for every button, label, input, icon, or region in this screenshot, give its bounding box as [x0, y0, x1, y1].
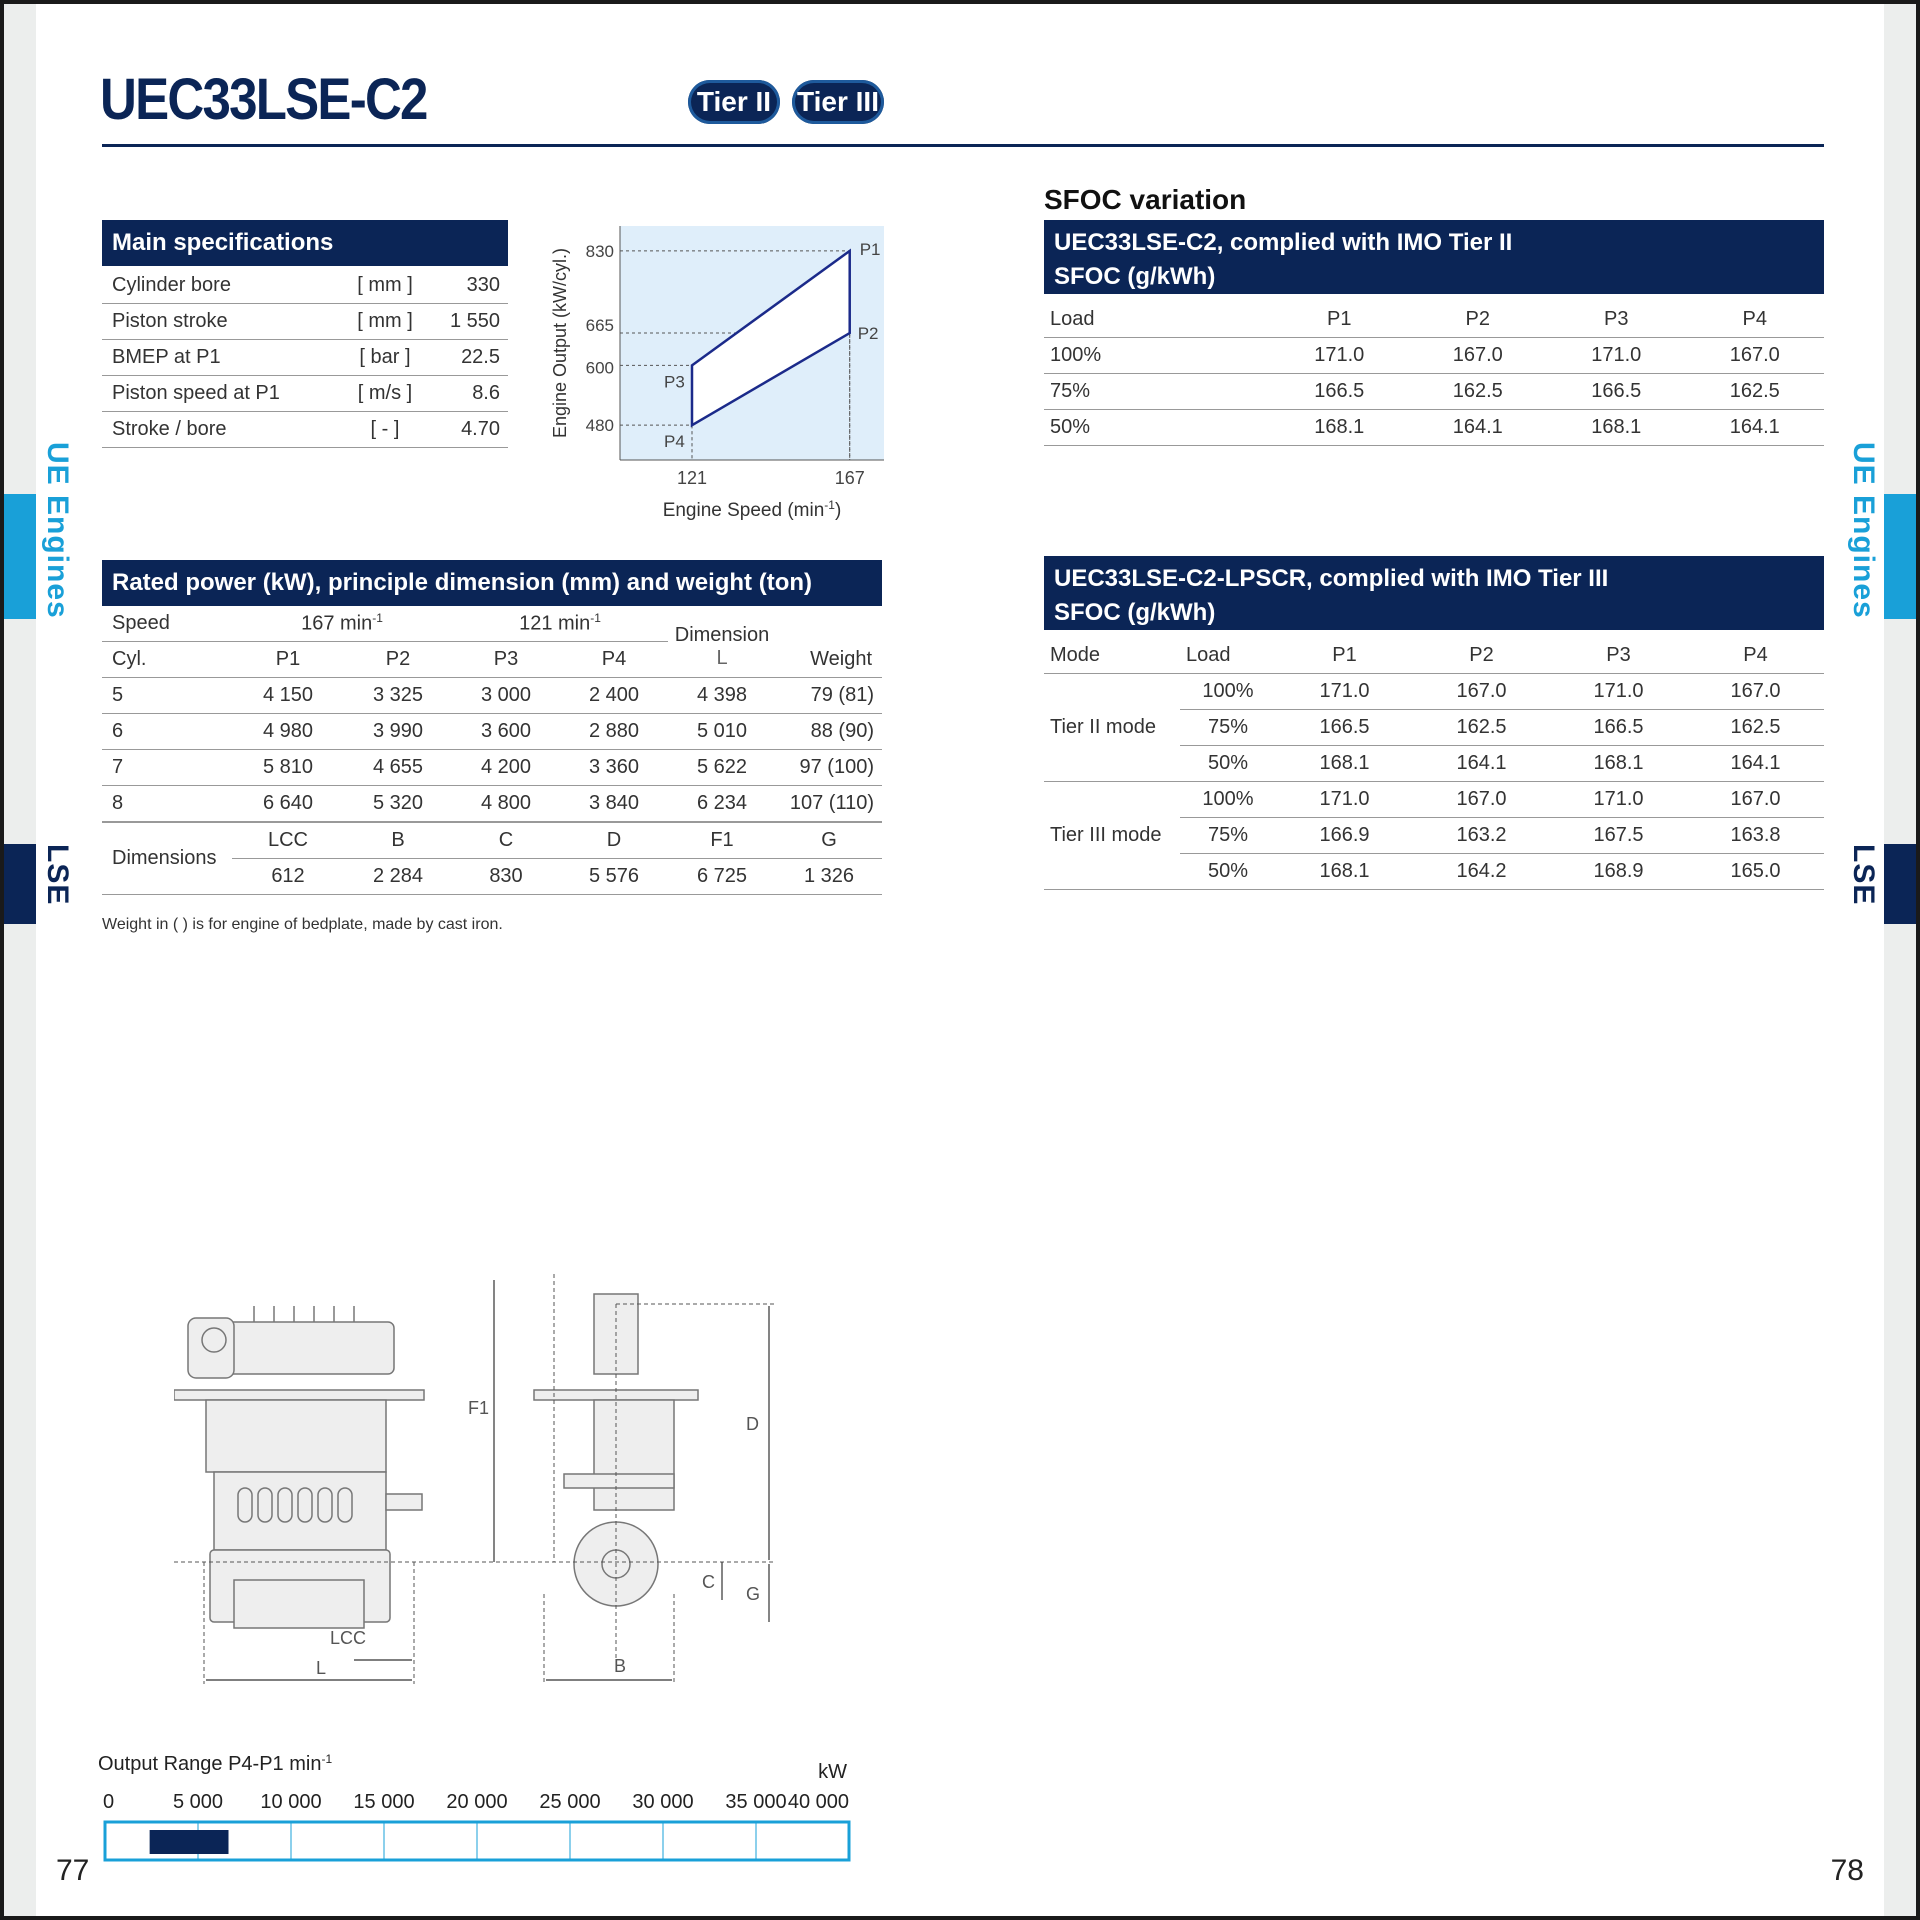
- rated-cell: 2 400: [560, 678, 668, 714]
- sfoc1-cell: 164.1: [1686, 410, 1825, 446]
- sfoc1-cell: 171.0: [1547, 338, 1686, 374]
- spec-row: [102, 376, 508, 412]
- sfoc2-mode: Tier II mode: [1044, 674, 1180, 782]
- rated-col-header: Cyl.: [102, 642, 232, 678]
- sfoc-table2-header: UEC33LSE-C2-LPSCR, complied with IMO Tier III SFOC (g/kWh): [1044, 556, 1824, 630]
- sfoc2-cell: 168.1: [1550, 746, 1687, 782]
- sfoc2-cell: 168.1: [1276, 746, 1413, 782]
- sfoc2-cell: 167.0: [1413, 674, 1550, 710]
- dim-label-f1: F1: [468, 1398, 490, 1418]
- sfoc2-cell: 75%: [1180, 710, 1276, 746]
- sfoc1-row: [1044, 410, 1824, 446]
- rated-cell: 3 840: [560, 786, 668, 823]
- rated-cell: 88 (90): [776, 714, 882, 750]
- output-tick-label: 15 000: [353, 1791, 415, 1813]
- rated-col-header: Weight: [776, 642, 882, 678]
- spec-label: BMEP at P1: [102, 340, 350, 376]
- rated-cell: 8: [102, 786, 232, 823]
- rated-power-header: Rated power (kW), principle dimension (mm) and weight (ton): [102, 560, 882, 606]
- sfoc1-col-header: P3: [1547, 302, 1686, 338]
- tier-ii-badge: Tier II: [688, 80, 780, 124]
- y-tick-label: 830: [585, 241, 614, 261]
- sfoc1-cell: 166.5: [1270, 374, 1409, 410]
- rated-col-header: P2: [344, 642, 452, 678]
- dim-col-label: F1: [668, 822, 776, 859]
- sfoc1-cell: 168.1: [1547, 410, 1686, 446]
- rated-col-header: P4: [560, 642, 668, 678]
- sfoc2-cell: 165.0: [1687, 854, 1824, 890]
- rated-row: [102, 750, 882, 786]
- main-spec-header: Main specifications: [102, 220, 508, 266]
- rated-cell: 3 000: [452, 678, 560, 714]
- sfoc2-cell: 171.0: [1276, 674, 1413, 710]
- side-tab-ue-right[interactable]: UE Engines: [1847, 442, 1880, 619]
- side-tab-ue-left[interactable]: UE Engines: [41, 442, 74, 619]
- spec-row: [102, 340, 508, 376]
- page-number-right: 78: [1830, 1854, 1864, 1887]
- rated-cell: 5: [102, 678, 232, 714]
- spec-row: [102, 304, 508, 340]
- spec-value: 4.70: [420, 412, 508, 448]
- spec-unit: [ m/s ]: [350, 376, 420, 412]
- sfoc2-cell: 171.0: [1550, 782, 1687, 818]
- point-label: P3: [664, 372, 685, 392]
- sfoc2-col-header: P1: [1276, 638, 1413, 674]
- sfoc1-col-header: Load: [1044, 302, 1270, 338]
- sfoc1-col-header: P2: [1409, 302, 1548, 338]
- x-tick-label: 121: [676, 468, 708, 488]
- right-margin: [1884, 4, 1916, 1916]
- dim-col-label: G: [776, 822, 882, 859]
- tier-iii-badge: Tier III: [792, 80, 884, 124]
- output-tick-label: 20 000: [446, 1791, 508, 1813]
- sfoc2-col-header: P3: [1550, 638, 1687, 674]
- rated-cell: 4 398: [668, 678, 776, 714]
- page-title: UEC33LSE-C2: [100, 67, 427, 132]
- rated-row: [102, 714, 882, 750]
- rated-cell: 107 (110): [776, 786, 882, 823]
- side-tab-bar-ue-left: [4, 494, 36, 619]
- engine-drawing: [174, 1244, 794, 1704]
- spec-unit: [ - ]: [350, 412, 420, 448]
- sfoc2-cell: 166.9: [1276, 818, 1413, 854]
- rated-cell: 7: [102, 750, 232, 786]
- sfoc2-cell: 164.1: [1687, 746, 1824, 782]
- left-margin: [4, 4, 36, 1916]
- spec-row: [102, 268, 508, 304]
- spec-value: 330: [420, 268, 508, 304]
- sfoc1-cell: 162.5: [1686, 374, 1825, 410]
- sfoc1-cell: 167.0: [1409, 338, 1548, 374]
- dim-label-d: D: [746, 1414, 759, 1434]
- dimension-label: Dimension L: [668, 606, 776, 678]
- y-tick-label: 480: [585, 416, 614, 436]
- weight-note: Weight in ( ) is for engine of bedplate, made by cast iron.: [102, 916, 503, 933]
- dimensions-label: Dimensions: [102, 822, 232, 895]
- dim-col-label: B: [344, 822, 452, 859]
- sfoc2-cell: 167.0: [1413, 782, 1550, 818]
- output-range-fill: [150, 1830, 229, 1854]
- output-tick-label: 0: [103, 1791, 115, 1813]
- weight-head-blank: [776, 606, 882, 642]
- rated-cell: 5 320: [344, 786, 452, 823]
- side-tab-lse-right[interactable]: LSE: [1847, 844, 1880, 906]
- sfoc2-mode: Tier III mode: [1044, 782, 1180, 890]
- sfoc1-cell: 166.5: [1547, 374, 1686, 410]
- sfoc1-cell: 167.0: [1686, 338, 1825, 374]
- rated-row: [102, 786, 882, 823]
- rated-cell: 3 360: [560, 750, 668, 786]
- sfoc2-cell: 167.5: [1550, 818, 1687, 854]
- rated-cell: 5 622: [668, 750, 776, 786]
- rated-cell: 5 010: [668, 714, 776, 750]
- sfoc2-cell: 164.1: [1413, 746, 1550, 782]
- rated-cell: 4 800: [452, 786, 560, 823]
- rated-power-table: [102, 606, 882, 895]
- dim-col-label: LCC: [232, 822, 344, 859]
- sfoc1-cell: 164.1: [1409, 410, 1548, 446]
- rated-cell: 4 655: [344, 750, 452, 786]
- dim-label-c: C: [702, 1572, 715, 1592]
- dim-value: 1 326: [776, 859, 882, 895]
- sfoc-title: SFOC variation: [1044, 184, 1247, 215]
- x-tick-label: 167: [834, 468, 865, 488]
- output-range-unit: kW: [818, 1761, 847, 1783]
- sfoc1-cell: 168.1: [1270, 410, 1409, 446]
- sfoc2-col-header: P2: [1413, 638, 1550, 674]
- output-tick-label: 30 000: [632, 1791, 694, 1813]
- sfoc2-cell: 166.5: [1276, 710, 1413, 746]
- output-tick-label: 5 000: [172, 1791, 224, 1813]
- sfoc2-cell: 167.0: [1687, 674, 1824, 710]
- dim-label-b: B: [614, 1656, 627, 1676]
- rated-cell: 2 880: [560, 714, 668, 750]
- sfoc2-cell: 75%: [1180, 818, 1276, 854]
- rated-cell: 3 600: [452, 714, 560, 750]
- y-axis-label: Engine Output (kW/cyl.): [550, 247, 570, 439]
- dim-label-g: G: [746, 1584, 761, 1604]
- rated-row: [102, 678, 882, 714]
- spec-row: [102, 412, 508, 448]
- rated-cell: 6 234: [668, 786, 776, 823]
- output-range-label: Output Range P4-P1 $\min^{-1}$: [98, 1752, 333, 1775]
- output-tick-label: 25 000: [539, 1791, 601, 1813]
- sfoc2-cell: 50%: [1180, 746, 1276, 782]
- sfoc1-row: [1044, 338, 1824, 374]
- dim-col-label: C: [452, 822, 560, 859]
- sfoc-table1-header: UEC33LSE-C2, complied with IMO Tier II SFOC (g/kWh): [1044, 220, 1824, 294]
- brochure-spread: [4, 4, 1916, 1916]
- dim-value: 612: [232, 859, 344, 895]
- sfoc2-cell: 163.8: [1687, 818, 1824, 854]
- sfoc2-cell: 100%: [1180, 674, 1276, 710]
- side-tab-bar-lse-right: [1884, 844, 1916, 924]
- output-tick-label: 35 000: [725, 1791, 787, 1813]
- output-tick-label: 10 000: [260, 1791, 322, 1813]
- speed2-label: 121 $\min^{-1}$: [452, 606, 668, 642]
- rated-cell: 5 810: [232, 750, 344, 786]
- page-number-left: 77: [56, 1854, 90, 1887]
- sfoc2-cell: 171.0: [1276, 782, 1413, 818]
- sfoc1-col-header: P4: [1686, 302, 1825, 338]
- sfoc2-cell: 163.2: [1413, 818, 1550, 854]
- sfoc2-header-row: [1044, 638, 1824, 674]
- dim-label-l: L: [316, 1658, 327, 1678]
- rated-cell: 3 325: [344, 678, 452, 714]
- rated-cell: 6 640: [232, 786, 344, 823]
- sfoc1-header-row: [1044, 302, 1824, 338]
- sfoc2-cell: 164.2: [1413, 854, 1550, 890]
- layout-diagram: [544, 218, 894, 528]
- sfoc2-cell: 166.5: [1550, 710, 1687, 746]
- sfoc1-row: [1044, 374, 1824, 410]
- side-tab-bar-lse-left: [4, 844, 36, 924]
- sfoc2-cell: 50%: [1180, 854, 1276, 890]
- sfoc2-cell: 162.5: [1687, 710, 1824, 746]
- spec-unit: [ bar ]: [350, 340, 420, 376]
- rated-cell: 6: [102, 714, 232, 750]
- spec-label: Stroke / bore: [102, 412, 350, 448]
- sfoc2-cell: 168.9: [1550, 854, 1687, 890]
- rated-cell: 4 200: [452, 750, 560, 786]
- dim-value: 2 284: [344, 859, 452, 895]
- sfoc1-cell: 75%: [1044, 374, 1270, 410]
- rated-cell: 4 150: [232, 678, 344, 714]
- rated-cell: 79 (81): [776, 678, 882, 714]
- sfoc2-cell: 171.0: [1550, 674, 1687, 710]
- spec-unit: [ mm ]: [350, 304, 420, 340]
- sfoc1-cell: 50%: [1044, 410, 1270, 446]
- sfoc1-cell: 171.0: [1270, 338, 1409, 374]
- y-tick-label: 665: [585, 316, 614, 336]
- rated-cell: 4 980: [232, 714, 344, 750]
- sfoc1-cell: 100%: [1044, 338, 1270, 374]
- sfoc2-cell: 162.5: [1413, 710, 1550, 746]
- spec-label: Cylinder bore: [102, 268, 350, 304]
- sfoc2-row: [1044, 782, 1824, 818]
- output-range-bar: [84, 1744, 894, 1864]
- spec-value: 1 550: [420, 304, 508, 340]
- sfoc2-row: [1044, 674, 1824, 710]
- dim-value: 5 576: [560, 859, 668, 895]
- sfoc2-col-header: Mode: [1044, 638, 1180, 674]
- sfoc1-cell: 162.5: [1409, 374, 1548, 410]
- rated-col-header: P1: [232, 642, 344, 678]
- sfoc2-cell: 168.1: [1276, 854, 1413, 890]
- sfoc1-col-header: P1: [1270, 302, 1409, 338]
- rated-cell: 3 990: [344, 714, 452, 750]
- y-tick-label: 600: [585, 358, 614, 378]
- title-rule: [102, 144, 1824, 147]
- output-tick-label: 40 000: [787, 1791, 849, 1813]
- rated-cell: 97 (100): [776, 750, 882, 786]
- point-label: P1: [859, 239, 881, 259]
- point-label: P2: [857, 324, 879, 344]
- side-tab-bar-ue-right: [1884, 494, 1916, 619]
- sfoc2-col-header: Load: [1180, 638, 1276, 674]
- spec-label: Piston speed at P1: [102, 376, 350, 412]
- sfoc2-cell: 100%: [1180, 782, 1276, 818]
- point-label: P4: [664, 432, 685, 452]
- sfoc2-col-header: P4: [1687, 638, 1824, 674]
- main-spec-table: [102, 268, 508, 448]
- speed1-label: 167 $\min^{-1}$: [232, 606, 452, 642]
- spec-value: 22.5: [420, 340, 508, 376]
- sfoc2-cell: 167.0: [1687, 782, 1824, 818]
- dim-value: 6 725: [668, 859, 776, 895]
- spec-label: Piston stroke: [102, 304, 350, 340]
- spec-value: 8.6: [420, 376, 508, 412]
- x-axis-label: Engine Speed $(\min^{-1})$: [662, 498, 842, 521]
- side-tab-lse-left[interactable]: LSE: [41, 844, 74, 906]
- speed-label: Speed: [102, 606, 232, 642]
- dimensions-row-labels: [102, 822, 882, 859]
- sfoc-table2: [1044, 638, 1824, 890]
- dim-label-lcc: LCC: [330, 1628, 367, 1648]
- rated-col-header: P3: [452, 642, 560, 678]
- spec-unit: [ mm ]: [350, 268, 420, 304]
- dim-col-label: D: [560, 822, 668, 859]
- sfoc-table1: [1044, 302, 1824, 446]
- dim-value: 830: [452, 859, 560, 895]
